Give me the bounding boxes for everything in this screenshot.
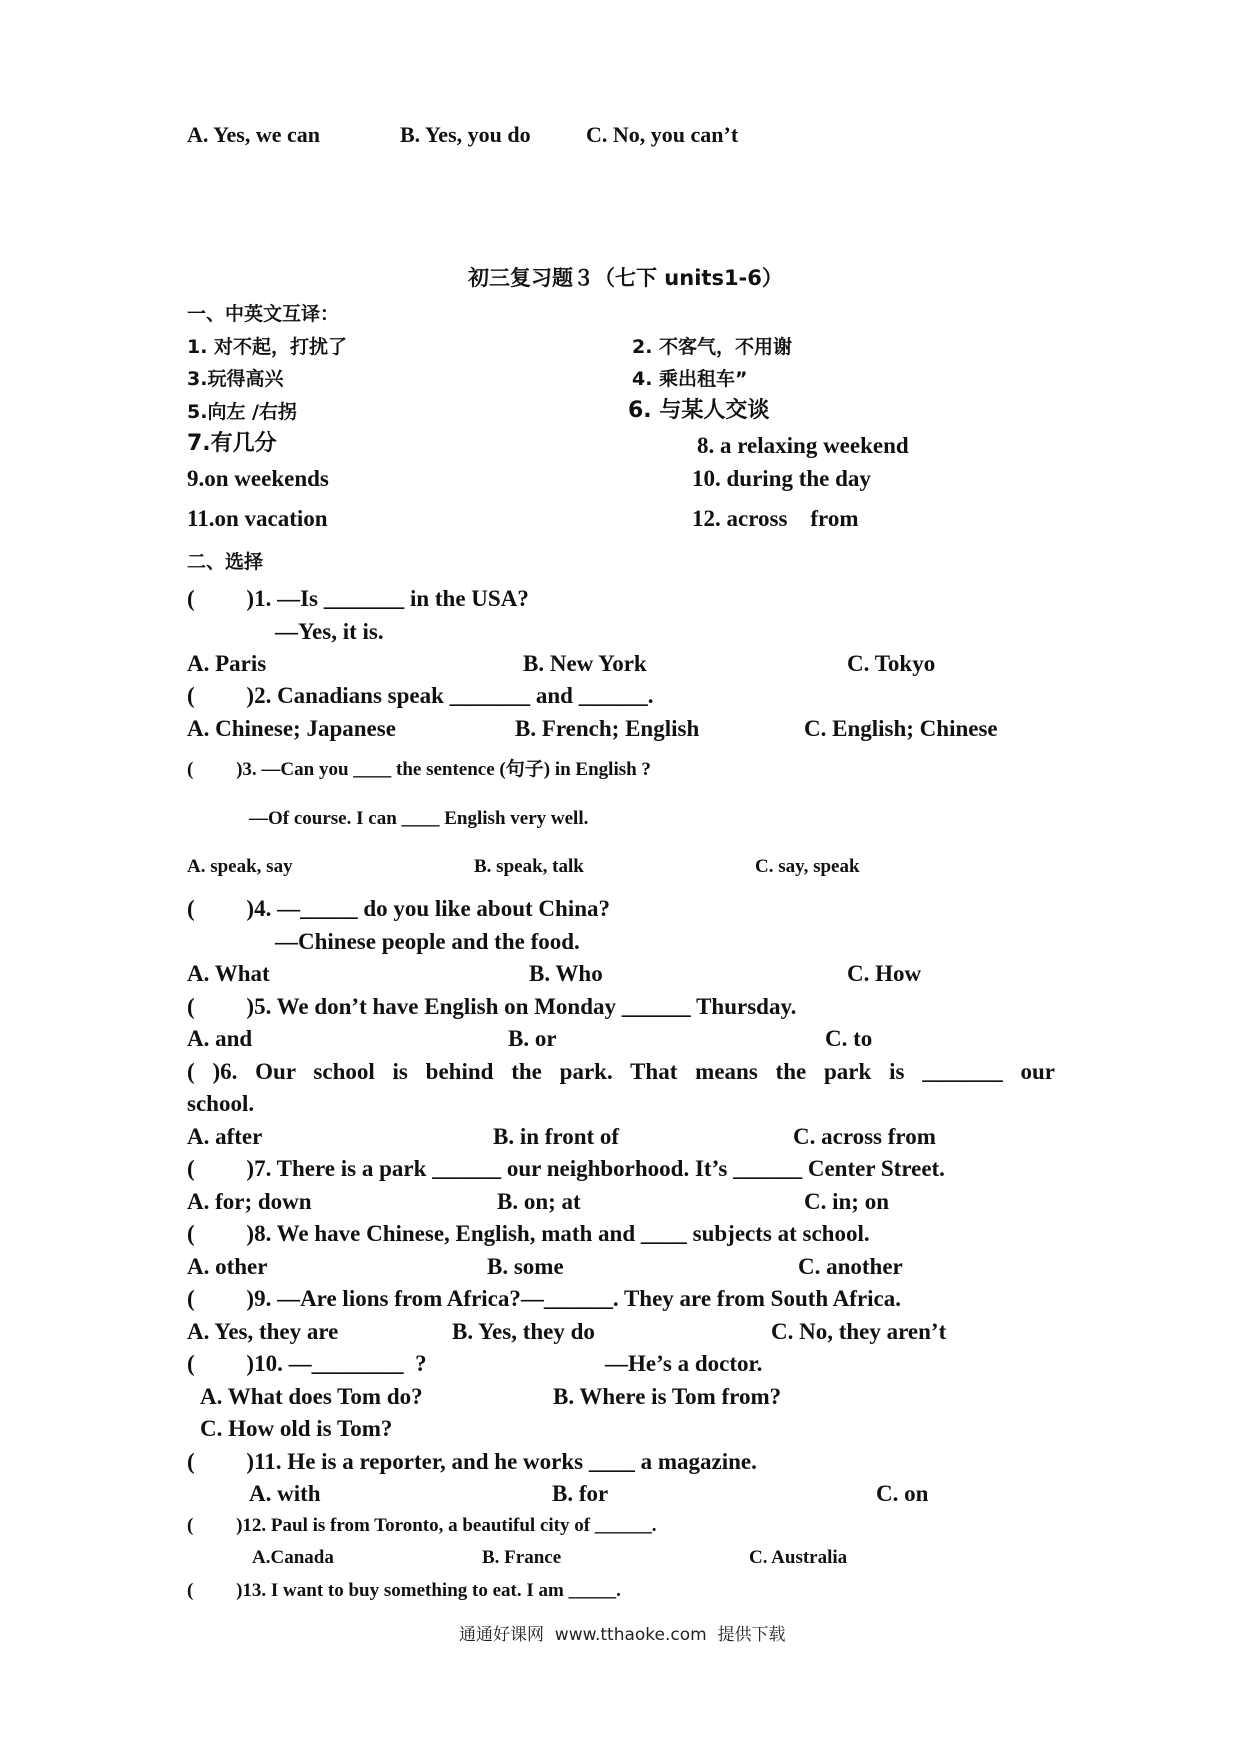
question-6-continued: school. xyxy=(187,1091,255,1116)
option-c: C. How old is Tom? xyxy=(200,1416,393,1441)
option-b: B. or xyxy=(508,1026,557,1051)
option-c: C. Australia xyxy=(749,1547,848,1568)
translation-item: 1. 对不起，打扰了 xyxy=(187,336,348,358)
translation-item: 11.on vacation xyxy=(187,506,328,531)
question-11: ( )11. He is a reporter, and he works ____ a magazine. xyxy=(187,1449,757,1474)
option-c: C. in; on xyxy=(804,1189,889,1214)
question-10-answer: —He’s a doctor. xyxy=(605,1351,763,1376)
option-c: C. No, they aren’t xyxy=(771,1319,947,1344)
option-b: B. some xyxy=(487,1254,564,1279)
option-a: A. after xyxy=(187,1124,263,1149)
option-b: B. Where is Tom from? xyxy=(553,1384,782,1409)
question-10: ( )10. —________ ? xyxy=(187,1351,427,1376)
option-b: B. on; at xyxy=(497,1189,581,1214)
prev-option-c: C. No, you can’t xyxy=(586,122,739,147)
question-9: ( )9. —Are lions from Africa?—______. They are from South Africa. xyxy=(187,1286,901,1311)
footer-credit: 通通好课网 www.tthaoke.com 提供下载 xyxy=(459,1625,786,1645)
option-a: A. What does Tom do? xyxy=(200,1384,423,1409)
option-b: B. Who xyxy=(529,961,603,986)
option-a: A. speak, say xyxy=(187,856,293,877)
question-12: ( )12. Paul is from Toronto, a beautiful city of ______. xyxy=(187,1515,657,1536)
page-title: 初三复习题３（七下 units1-6） xyxy=(468,266,783,290)
question-7: ( )7. There is a park ______ our neighborhood. It’s ______ Center Street. xyxy=(187,1156,945,1181)
question-1: ( )1. —Is _______ in the USA? xyxy=(187,586,529,611)
question-3: ( )3. —Can you ____ the sentence (句子) in English ? xyxy=(187,759,651,780)
option-a: A.Canada xyxy=(252,1547,334,1568)
option-a: A. Paris xyxy=(187,651,267,676)
option-b: B. in front of xyxy=(493,1124,620,1149)
option-a: A. Chinese; Japanese xyxy=(187,716,396,741)
option-b: B. Yes, they do xyxy=(452,1319,595,1344)
question-4: ( )4. —_____ do you like about China? xyxy=(187,896,611,921)
prev-option-a: A. Yes, we can xyxy=(187,122,320,147)
option-c: C. on xyxy=(876,1481,929,1506)
option-b: B. speak, talk xyxy=(474,856,584,877)
option-c: C. say, speak xyxy=(755,856,860,877)
section2-heading: 二、选择 xyxy=(187,551,264,573)
question-4-answer-line: —Chinese people and the food. xyxy=(275,929,580,954)
option-a: A. Yes, they are xyxy=(187,1319,339,1344)
section1-heading: 一、中英文互译： xyxy=(187,303,340,325)
question-5: ( )5. We don’t have English on Monday ______ Thursday. xyxy=(187,994,797,1019)
translation-item: 10. during the day xyxy=(692,466,871,491)
question-1-answer-line: —Yes, it is. xyxy=(275,619,384,644)
translation-item: 8. a relaxing weekend xyxy=(697,433,909,458)
translation-item: 7.有几分 xyxy=(187,431,277,456)
option-c: C. English; Chinese xyxy=(804,716,998,741)
option-c: C. across from xyxy=(793,1124,936,1149)
translation-item: 6. 与某人交谈 xyxy=(628,398,770,423)
prev-option-b: B. Yes, you do xyxy=(400,122,531,147)
option-b: B. for xyxy=(552,1481,609,1506)
option-c: C. How xyxy=(847,961,922,986)
option-a: A. other xyxy=(187,1254,268,1279)
option-b: B. French; English xyxy=(515,716,700,741)
translation-item: 3.玩得高兴 xyxy=(187,368,284,390)
question-6: ( )6. Our school is behind the park. That means the park is _______ our xyxy=(187,1059,1055,1084)
question-3-answer-line: —Of course. I can ____ English very well. xyxy=(249,808,589,829)
question-13: ( )13. I want to buy something to eat. I am _____. xyxy=(187,1580,621,1601)
option-b: B. New York xyxy=(523,651,647,676)
option-a: A. What xyxy=(187,961,270,986)
translation-item: 12. across from xyxy=(692,506,859,531)
translation-item: 4. 乘出租车” xyxy=(632,368,748,390)
option-a: A. for; down xyxy=(187,1189,312,1214)
translation-item: 9.on weekends xyxy=(187,466,329,491)
translation-item: 2. 不客气，不用谢 xyxy=(632,336,793,358)
translation-item: 5.向左 /右拐 xyxy=(187,401,297,423)
option-b: B. France xyxy=(482,1547,562,1568)
option-c: C. Tokyo xyxy=(847,651,936,676)
option-a: A. with xyxy=(249,1481,321,1506)
option-c: C. to xyxy=(825,1026,873,1051)
option-a: A. and xyxy=(187,1026,253,1051)
question-2: ( )2. Canadians speak _______ and ______. xyxy=(187,683,654,708)
question-8: ( )8. We have Chinese, English, math and ____ subjects at school. xyxy=(187,1221,870,1246)
option-c: C. another xyxy=(798,1254,903,1279)
